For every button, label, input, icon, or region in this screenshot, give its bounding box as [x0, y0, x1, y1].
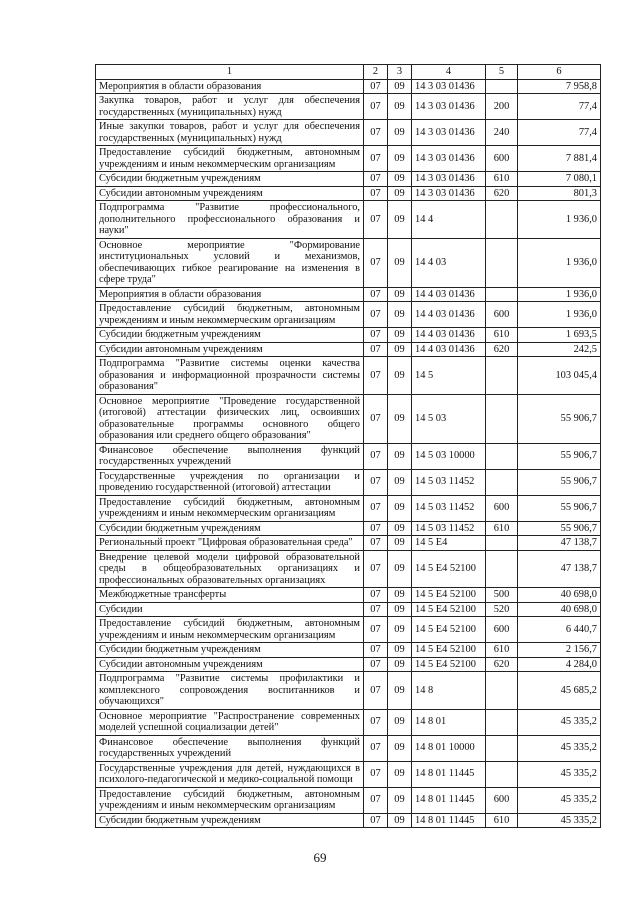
row-name-cell: Субсидии бюджетным учреждениям	[96, 328, 364, 343]
row-name-cell: Предоставление субсидий бюджетным, автономным учреждениям и иным некоммерческим организациям	[96, 146, 364, 172]
table-row	[96, 357, 601, 395]
row-name-cell: Субсидии бюджетным учреждениям	[96, 643, 364, 658]
target-article-cell: 14 8 01 10000	[412, 735, 486, 761]
row-name-cell: Подпрограмма "Развитие профессионального, дополнительного профессионального образования и науки"	[96, 201, 364, 239]
table-row	[96, 146, 601, 172]
expense-type-cell: 200	[486, 94, 518, 120]
target-article-cell: 14 5 E4 52100	[412, 617, 486, 643]
target-article-cell: 14 3 03 01436	[412, 120, 486, 146]
row-name-cell: Субсидии бюджетным учреждениям	[96, 521, 364, 536]
section-code-cell: 07	[364, 787, 388, 813]
amount-cell: 1 936,0	[518, 287, 601, 302]
expense-type-cell: 620	[486, 342, 518, 357]
row-name-cell: Подпрограмма "Развитие системы профилактики и комплексного сопровождения воспитанников и обучающихся"	[96, 672, 364, 710]
expense-type-cell	[486, 469, 518, 495]
row-name-cell: Иные закупки товаров, работ и услуг для обеспечения государственных (муниципальных) нужд	[96, 120, 364, 146]
row-name-cell: Субсидии бюджетным учреждениям	[96, 813, 364, 828]
row-name-cell: Закупка товаров, работ и услуг для обеспечения государственных (муниципальных) нужд	[96, 94, 364, 120]
table-row	[96, 394, 601, 443]
section-code-cell: 07	[364, 342, 388, 357]
expense-type-cell	[486, 238, 518, 287]
row-name-cell: Основное мероприятие "Проведение государственной (итоговой) аттестации физических лиц, освоивших образовательные программы основного общего образования или среднего общего образования"	[96, 394, 364, 443]
amount-cell: 45 335,2	[518, 735, 601, 761]
row-name-cell: Предоставление субсидий бюджетным, автономным учреждениям и иным некоммерческим организациям	[96, 495, 364, 521]
expense-type-cell	[486, 735, 518, 761]
target-article-cell: 14 3 03 01436	[412, 94, 486, 120]
amount-cell: 45 335,2	[518, 761, 601, 787]
expense-type-cell: 610	[486, 813, 518, 828]
row-name-cell: Субсидии	[96, 602, 364, 617]
row-name-cell: Основное мероприятие "Распространение современных моделей успешной социализации детей"	[96, 709, 364, 735]
column-header: 5	[486, 65, 518, 80]
section-code-cell: 07	[364, 709, 388, 735]
expense-type-cell	[486, 79, 518, 94]
subsection-code-cell: 09	[388, 643, 412, 658]
column-header: 4	[412, 65, 486, 80]
section-code-cell: 07	[364, 469, 388, 495]
section-code-cell: 07	[364, 521, 388, 536]
subsection-code-cell: 09	[388, 201, 412, 239]
section-code-cell: 07	[364, 602, 388, 617]
target-article-cell: 14 8	[412, 672, 486, 710]
section-code-cell: 07	[364, 302, 388, 328]
expense-type-cell	[486, 443, 518, 469]
row-name-cell: Внедрение целевой модели цифровой образовательной среды в общеобразовательных организациях и профессиональных образовательных организациях	[96, 550, 364, 588]
target-article-cell: 14 4 03 01436	[412, 287, 486, 302]
target-article-cell: 14 5 E4 52100	[412, 643, 486, 658]
expense-type-cell: 500	[486, 588, 518, 603]
table-row	[96, 735, 601, 761]
subsection-code-cell: 09	[388, 617, 412, 643]
amount-cell: 45 335,2	[518, 787, 601, 813]
section-code-cell: 07	[364, 146, 388, 172]
target-article-cell: 14 8 01 11445	[412, 813, 486, 828]
row-name-cell: Региональный проект "Цифровая образовательная среда"	[96, 536, 364, 551]
target-article-cell: 14 5 E4 52100	[412, 602, 486, 617]
amount-cell: 7 080,1	[518, 172, 601, 187]
row-name-cell: Предоставление субсидий бюджетным, автономным учреждениям и иным некоммерческим организациям	[96, 302, 364, 328]
amount-cell: 4 284,0	[518, 657, 601, 672]
amount-cell: 103 045,4	[518, 357, 601, 395]
column-header: 3	[388, 65, 412, 80]
subsection-code-cell: 09	[388, 287, 412, 302]
expense-type-cell	[486, 761, 518, 787]
section-code-cell: 07	[364, 495, 388, 521]
table-row	[96, 787, 601, 813]
target-article-cell: 14 4 03 01436	[412, 342, 486, 357]
target-article-cell: 14 5 03 10000	[412, 443, 486, 469]
target-article-cell: 14 8 01 11445	[412, 787, 486, 813]
section-code-cell: 07	[364, 120, 388, 146]
table-row	[96, 186, 601, 201]
expense-type-cell: 520	[486, 602, 518, 617]
expense-type-cell	[486, 550, 518, 588]
subsection-code-cell: 09	[388, 735, 412, 761]
subsection-code-cell: 09	[388, 238, 412, 287]
amount-cell: 7 881,4	[518, 146, 601, 172]
target-article-cell: 14 5 E4 52100	[412, 657, 486, 672]
row-name-cell: Государственные учреждения по организации и проведению государственной (итоговой) аттестации	[96, 469, 364, 495]
section-code-cell: 07	[364, 201, 388, 239]
section-code-cell: 07	[364, 588, 388, 603]
subsection-code-cell: 09	[388, 342, 412, 357]
subsection-code-cell: 09	[388, 302, 412, 328]
row-name-cell: Подпрограмма "Развитие системы оценки качества образования и информационной прозрачности системы образования"	[96, 357, 364, 395]
table-row	[96, 813, 601, 828]
section-code-cell: 07	[364, 672, 388, 710]
row-name-cell: Основное мероприятие "Формирование институциональных условий и механизмов, обеспечивающих гибкое реагирование на изменения в сфере труда"	[96, 238, 364, 287]
subsection-code-cell: 09	[388, 328, 412, 343]
subsection-code-cell: 09	[388, 521, 412, 536]
target-article-cell: 14 3 03 01436	[412, 172, 486, 187]
amount-cell: 45 335,2	[518, 813, 601, 828]
row-name-cell: Субсидии автономным учреждениям	[96, 186, 364, 201]
amount-cell: 1 936,0	[518, 238, 601, 287]
amount-cell: 45 335,2	[518, 709, 601, 735]
subsection-code-cell: 09	[388, 146, 412, 172]
target-article-cell: 14 5 03 11452	[412, 469, 486, 495]
target-article-cell: 14 5 03 11452	[412, 521, 486, 536]
table-header-row	[96, 65, 601, 80]
amount-cell: 47 138,7	[518, 536, 601, 551]
row-name-cell: Субсидии автономным учреждениям	[96, 342, 364, 357]
row-name-cell: Финансовое обеспечение выполнения функций государственных учреждений	[96, 735, 364, 761]
subsection-code-cell: 09	[388, 550, 412, 588]
subsection-code-cell: 09	[388, 672, 412, 710]
amount-cell: 55 906,7	[518, 443, 601, 469]
subsection-code-cell: 09	[388, 787, 412, 813]
amount-cell: 1 936,0	[518, 201, 601, 239]
target-article-cell: 14 5 E4 52100	[412, 550, 486, 588]
row-name-cell: Финансовое обеспечение выполнения функций государственных учреждений	[96, 443, 364, 469]
section-code-cell: 07	[364, 813, 388, 828]
table-row	[96, 521, 601, 536]
table-row	[96, 672, 601, 710]
table-row	[96, 342, 601, 357]
amount-cell: 55 906,7	[518, 394, 601, 443]
table-row	[96, 643, 601, 658]
column-header: 6	[518, 65, 601, 80]
subsection-code-cell: 09	[388, 443, 412, 469]
subsection-code-cell: 09	[388, 394, 412, 443]
amount-cell: 7 958,8	[518, 79, 601, 94]
table-row	[96, 495, 601, 521]
expense-type-cell: 610	[486, 172, 518, 187]
section-code-cell: 07	[364, 735, 388, 761]
subsection-code-cell: 09	[388, 536, 412, 551]
page-number: 69	[313, 850, 327, 865]
expense-type-cell: 620	[486, 186, 518, 201]
section-code-cell: 07	[364, 287, 388, 302]
row-name-cell: Мероприятия в области образования	[96, 287, 364, 302]
expense-type-cell	[486, 709, 518, 735]
table-row	[96, 469, 601, 495]
section-code-cell: 07	[364, 186, 388, 201]
budget-table	[95, 64, 601, 828]
table-row	[96, 79, 601, 94]
subsection-code-cell: 09	[388, 79, 412, 94]
expense-type-cell	[486, 394, 518, 443]
target-article-cell: 14 3 03 01436	[412, 79, 486, 94]
section-code-cell: 07	[364, 643, 388, 658]
section-code-cell: 07	[364, 79, 388, 94]
table-row	[96, 328, 601, 343]
target-article-cell: 14 4 03 01436	[412, 328, 486, 343]
table-row	[96, 287, 601, 302]
target-article-cell: 14 5	[412, 357, 486, 395]
expense-type-cell	[486, 287, 518, 302]
target-article-cell: 14 5 E4 52100	[412, 588, 486, 603]
target-article-cell: 14 8 01 11445	[412, 761, 486, 787]
amount-cell: 2 156,7	[518, 643, 601, 658]
section-code-cell: 07	[364, 238, 388, 287]
target-article-cell: 14 3 03 01436	[412, 146, 486, 172]
table-row	[96, 588, 601, 603]
amount-cell: 47 138,7	[518, 550, 601, 588]
target-article-cell: 14 4 03	[412, 238, 486, 287]
subsection-code-cell: 09	[388, 120, 412, 146]
subsection-code-cell: 09	[388, 469, 412, 495]
table-row	[96, 761, 601, 787]
table-row	[96, 443, 601, 469]
table-row	[96, 657, 601, 672]
amount-cell: 1 936,0	[518, 302, 601, 328]
table-row	[96, 617, 601, 643]
target-article-cell: 14 4 03 01436	[412, 302, 486, 328]
expense-type-cell: 240	[486, 120, 518, 146]
subsection-code-cell: 09	[388, 657, 412, 672]
table-row	[96, 201, 601, 239]
section-code-cell: 07	[364, 328, 388, 343]
expense-type-cell	[486, 357, 518, 395]
table-row	[96, 120, 601, 146]
expense-type-cell: 600	[486, 617, 518, 643]
subsection-code-cell: 09	[388, 813, 412, 828]
table-row	[96, 172, 601, 187]
subsection-code-cell: 09	[388, 588, 412, 603]
expense-type-cell	[486, 201, 518, 239]
target-article-cell: 14 5 03 11452	[412, 495, 486, 521]
expense-type-cell: 600	[486, 146, 518, 172]
section-code-cell: 07	[364, 761, 388, 787]
amount-cell: 801,3	[518, 186, 601, 201]
subsection-code-cell: 09	[388, 761, 412, 787]
row-name-cell: Субсидии автономным учреждениям	[96, 657, 364, 672]
table-row	[96, 536, 601, 551]
subsection-code-cell: 09	[388, 186, 412, 201]
column-header: 2	[364, 65, 388, 80]
amount-cell: 1 693,5	[518, 328, 601, 343]
target-article-cell: 14 5 E4	[412, 536, 486, 551]
amount-cell: 40 698,0	[518, 602, 601, 617]
subsection-code-cell: 09	[388, 357, 412, 395]
amount-cell: 55 906,7	[518, 495, 601, 521]
expense-type-cell: 610	[486, 328, 518, 343]
amount-cell: 77,4	[518, 120, 601, 146]
expense-type-cell: 620	[486, 657, 518, 672]
amount-cell: 55 906,7	[518, 521, 601, 536]
amount-cell: 77,4	[518, 94, 601, 120]
section-code-cell: 07	[364, 357, 388, 395]
table-row	[96, 238, 601, 287]
row-name-cell: Мероприятия в области образования	[96, 79, 364, 94]
section-code-cell: 07	[364, 536, 388, 551]
table-body	[96, 79, 601, 828]
amount-cell: 45 685,2	[518, 672, 601, 710]
target-article-cell: 14 4	[412, 201, 486, 239]
expense-type-cell: 600	[486, 787, 518, 813]
section-code-cell: 07	[364, 172, 388, 187]
expense-type-cell: 600	[486, 495, 518, 521]
expense-type-cell: 600	[486, 302, 518, 328]
section-code-cell: 07	[364, 94, 388, 120]
subsection-code-cell: 09	[388, 495, 412, 521]
amount-cell: 40 698,0	[518, 588, 601, 603]
row-name-cell: Предоставление субсидий бюджетным, автономным учреждениям и иным некоммерческим организациям	[96, 617, 364, 643]
row-name-cell: Предоставление субсидий бюджетным, автономным учреждениям и иным некоммерческим организациям	[96, 787, 364, 813]
table-row	[96, 709, 601, 735]
table-row	[96, 602, 601, 617]
row-name-cell: Государственные учреждения для детей, нуждающихся в психолого-педагогической и медико-социальной помощи	[96, 761, 364, 787]
expense-type-cell	[486, 672, 518, 710]
table-row	[96, 302, 601, 328]
subsection-code-cell: 09	[388, 172, 412, 187]
table-row	[96, 94, 601, 120]
section-code-cell: 07	[364, 443, 388, 469]
amount-cell: 55 906,7	[518, 469, 601, 495]
row-name-cell: Межбюджетные трансферты	[96, 588, 364, 603]
subsection-code-cell: 09	[388, 602, 412, 617]
section-code-cell: 07	[364, 394, 388, 443]
table-row	[96, 550, 601, 588]
amount-cell: 242,5	[518, 342, 601, 357]
row-name-cell: Субсидии бюджетным учреждениям	[96, 172, 364, 187]
subsection-code-cell: 09	[388, 709, 412, 735]
expense-type-cell: 610	[486, 643, 518, 658]
section-code-cell: 07	[364, 617, 388, 643]
column-header: 1	[96, 65, 364, 80]
expense-type-cell	[486, 536, 518, 551]
target-article-cell: 14 3 03 01436	[412, 186, 486, 201]
expense-type-cell: 610	[486, 521, 518, 536]
amount-cell: 6 440,7	[518, 617, 601, 643]
section-code-cell: 07	[364, 657, 388, 672]
target-article-cell: 14 5 03	[412, 394, 486, 443]
section-code-cell: 07	[364, 550, 388, 588]
subsection-code-cell: 09	[388, 94, 412, 120]
target-article-cell: 14 8 01	[412, 709, 486, 735]
